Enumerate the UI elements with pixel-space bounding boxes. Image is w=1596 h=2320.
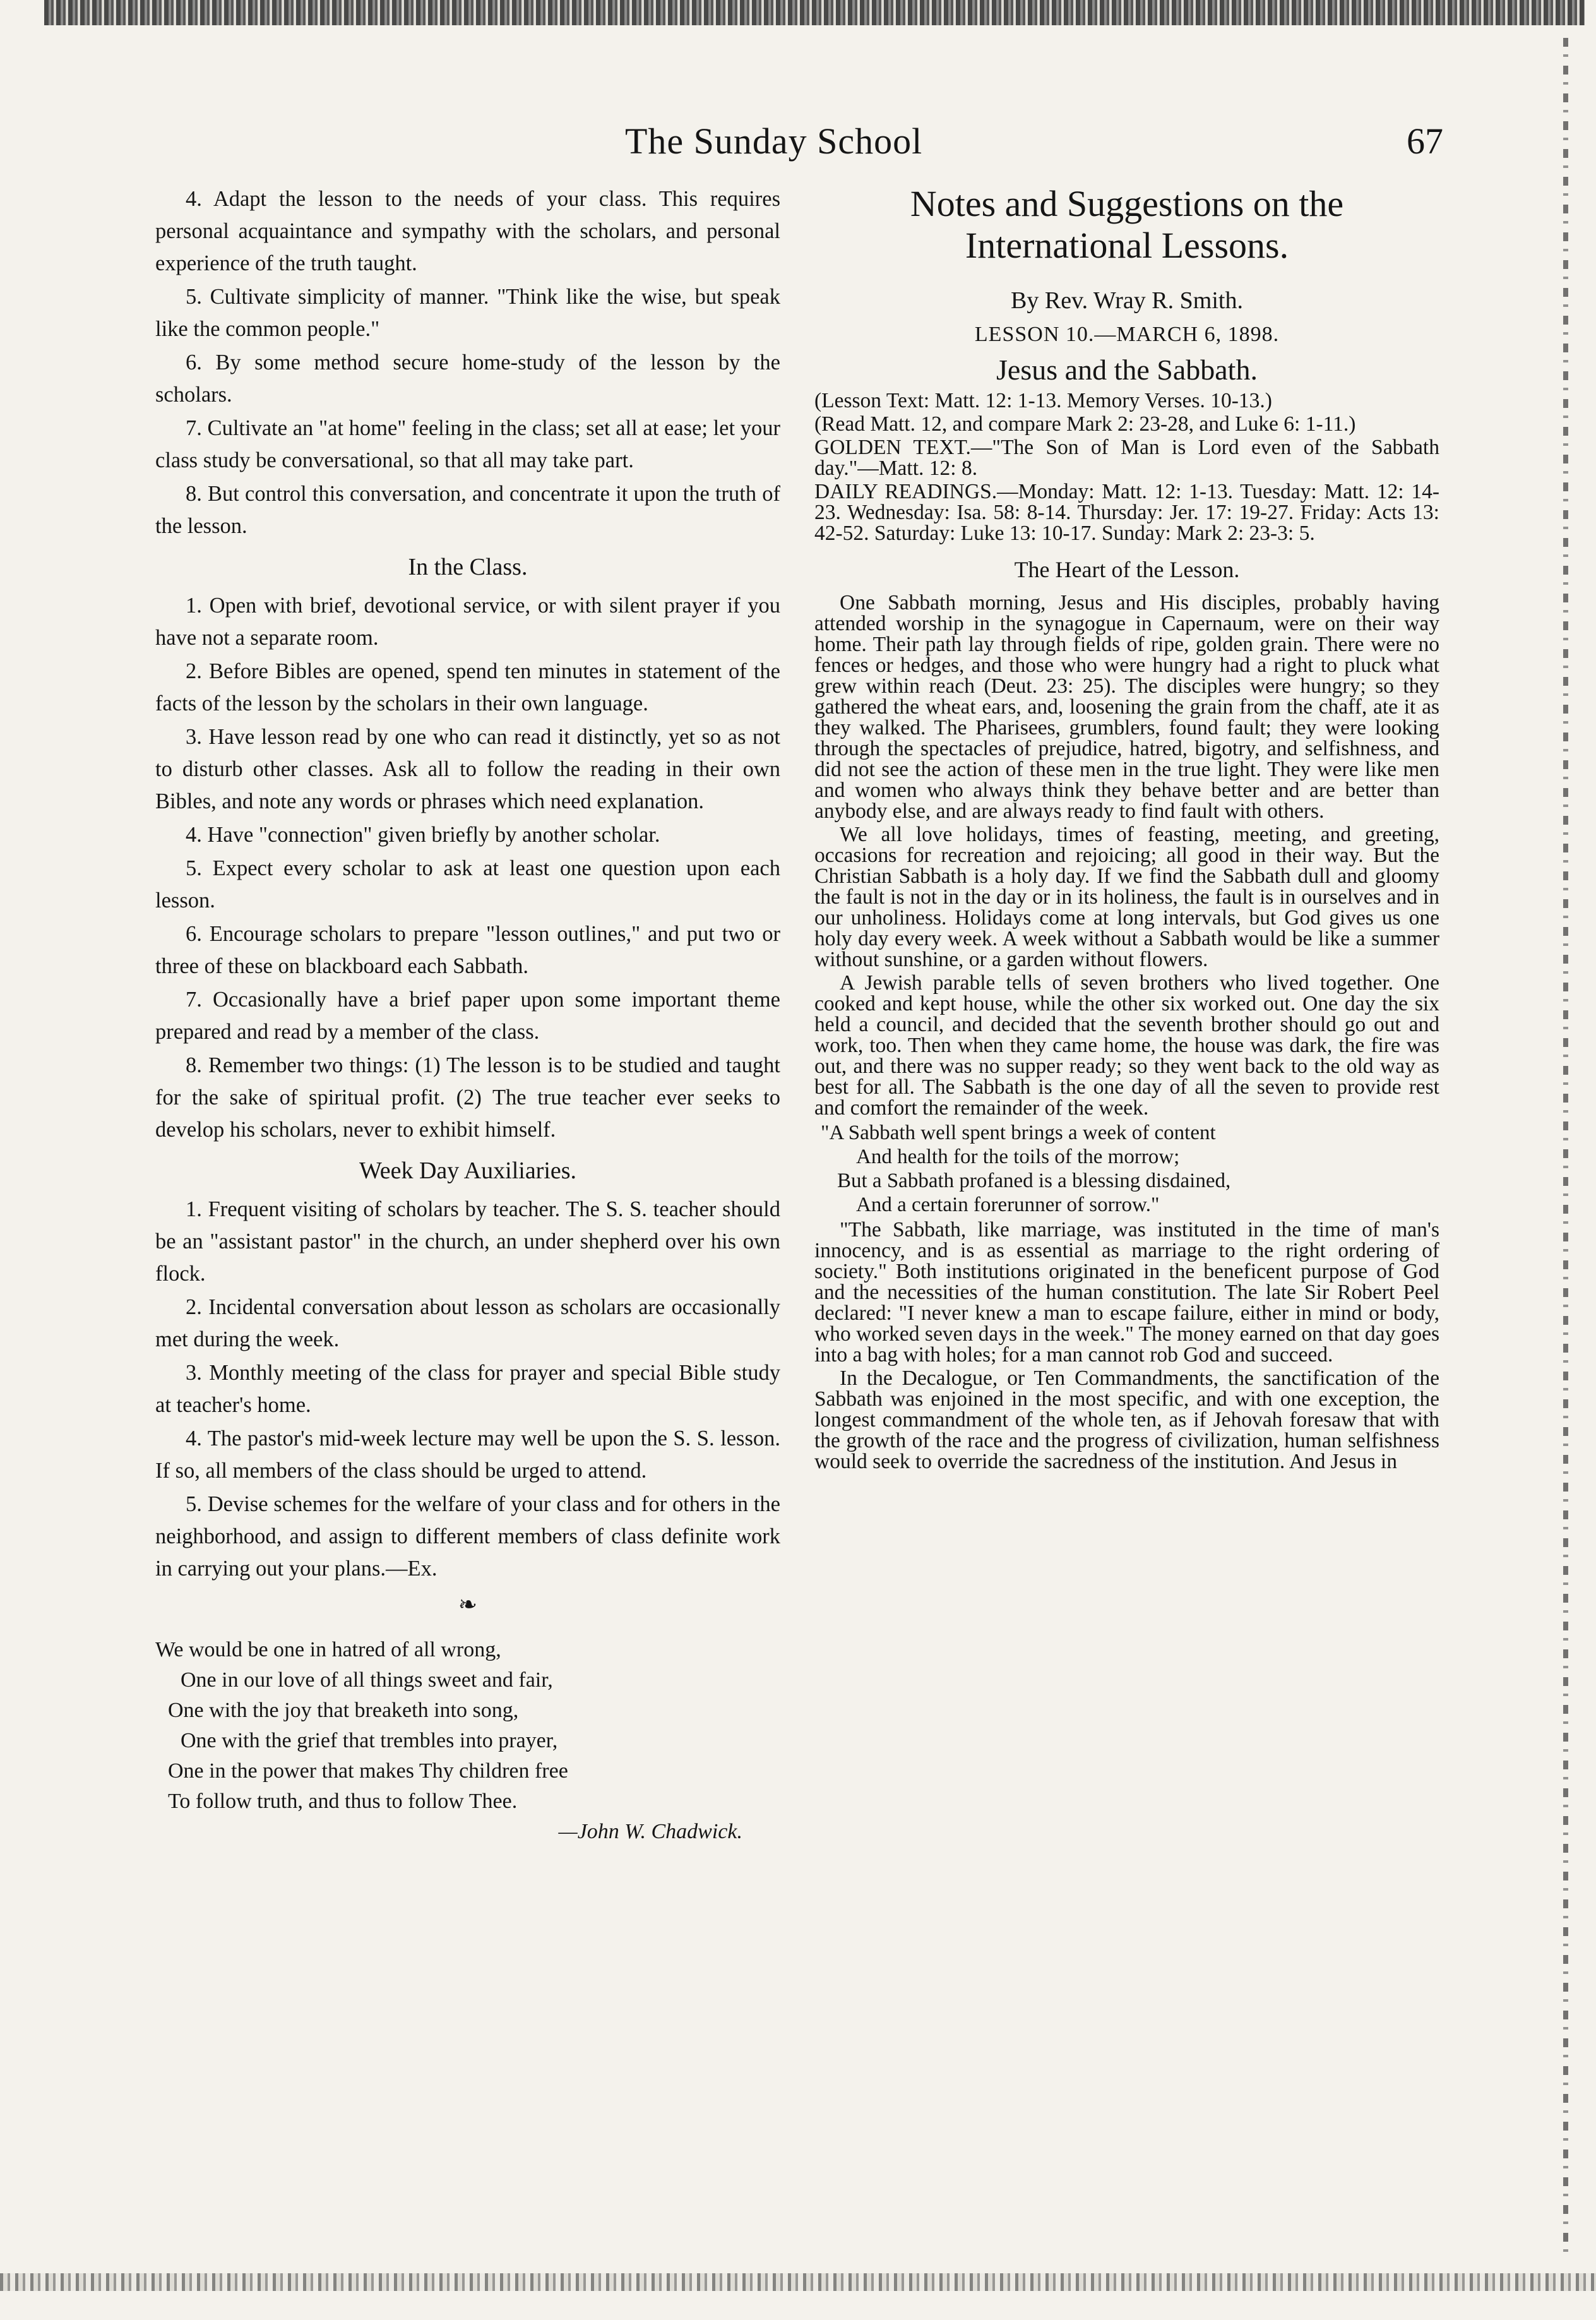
- scan-bottom-edge: [0, 2273, 1596, 2291]
- tip-7: 7. Cultivate an "at home" feeling in the class; set all at ease; let your class study be conversational, so that all may take part.: [155, 416, 780, 472]
- read-note: (Read Matt. 12, and compare Mark 2: 23-28, and Luke 6: 1-11.): [814, 412, 1356, 436]
- class-item-8: 8. Remember two things: (1) The lesson is to be studied and taught for the sake of spiritual profit. (2) The true teacher ever seeks to develop his scholars, never to exhibit himself.: [155, 1053, 780, 1142]
- tip-8: 8. But control this conversation, and concentrate it upon the truth of the lesson.: [155, 482, 780, 538]
- lesson-title: Jesus and the Sabbath.: [996, 354, 1258, 386]
- poem-line: One in our love of all things sweet and fair,: [181, 1668, 553, 1692]
- poem-line: One in the power that makes Thy children free: [168, 1759, 568, 1783]
- body-paragraph: "The Sabbath, like marriage, was instituted in the time of man's innocency, and is as essential as marriage to the right ordering of society." Both institutions originated in the beneficent purpose of God and the necessities of the human constitution. The late Sir Robert Peel declared: "I never knew a man to escape failure, either in mind or body, who worked seven days in the week." The money earned on that day goes into a bag with holes; for a man cannot rob God and succeed.: [814, 1218, 1439, 1366]
- right-column: [814, 183, 1439, 1474]
- body-paragraph: A Jewish parable tells of seven brothers who lived together. One cooked and kept house, while the other six worked out. One day the six held a council, and decided that the seventh brother should go out and work, too. Then when they came home, the house was dark, the fire was out, and there was no supper ready; so they went back to the old way as best for all. The Sabbath is the one day of all the seven to provide rest and comfort the remainder of the week.: [814, 971, 1439, 1120]
- body-paragraph: One Sabbath morning, Jesus and His disciples, probably having attended worship in the synagogue in Capernaum, were on their way home. Their path lay through fields of ripe, golden grain. There were no fences or hedges, and those who were hungry had a right to pluck what grew within reach (Deut. 23: 25). The disciples were hungry; so they gathered the wheat ears, and, loosening the grain from the chaff, ate it as they walked. The Pharisees, grumblers, found fault; they were looking through the spectacles of prejudice, hatred, bigotry, and selfishness, and did not see the action of these men in the true light. They were like men and women who always think they behave better and are better than anybody else, and are always ready to find fault with others.: [814, 591, 1439, 823]
- article-title-line-2: International Lessons.: [965, 225, 1289, 266]
- class-item-2: 2. Before Bibles are opened, spend ten minutes in statement of the facts of the lesson by the scholars in their own language.: [155, 659, 780, 715]
- page-header: [0, 120, 1596, 177]
- tip-4: 4. Adapt the lesson to the needs of your class. This requires personal acquaintance and sympathy with the scholars, and personal experience of the truth taught.: [155, 187, 780, 275]
- poem-line: One with the grief that trembles into prayer,: [181, 1729, 558, 1752]
- ornament-icon: ❧: [458, 1592, 478, 1617]
- poem-line: We would be one in hatred of all wrong,: [155, 1638, 501, 1661]
- daily-readings: DAILY READINGS.—Monday: Matt. 12: 1-13. Tuesday: Matt. 12: 14-23. Wednesday: Isa. 58: 8-14. Thursday: Jer. 17: 19-27. Friday: Acts 13: 42-52. Saturday: Luke 13: 10-17. Sunday: Mark 2: 23-3: 5.: [814, 480, 1439, 545]
- body-paragraph: We all love holidays, times of feasting, meeting, and greeting, occasions for recreation and rejoicing; all good in their way. But the Christian Sabbath is a holy day. If we find the Sabbath dull and gloomy the fault is not in the day or in its holiness, the fault is in ourselves and in our unholiness. Holidays come at long intervals, but God gives us one holy day every week. A week without a Sabbath would be like a summer without sunshine, or a garden without flowers.: [814, 823, 1439, 971]
- class-item-3: 3. Have lesson read by one who can read it distinctly, yet so as not to disturb other classes. Ask all to follow the reading in their own Bibles, and note any words or phrases which need explanation.: [155, 725, 780, 813]
- section-heading-heart-of-lesson: The Heart of the Lesson.: [1014, 557, 1240, 582]
- class-item-5: 5. Expect every scholar to ask at least one question upon each lesson.: [155, 856, 780, 912]
- running-head: The Sunday School: [625, 121, 923, 162]
- auxiliary-item-5: 5. Devise schemes for the welfare of your class and for others in the neighborhood, and assign to different members of class definite work in carrying out your plans.—Ex.: [155, 1492, 780, 1581]
- body-paragraph: In the Decalogue, or Ten Commandments, the sanctification of the Sabbath was enjoined in the most specific, and with one exception, the longest commandment of the whole ten, as if Jehovah foresaw that with the growth of the race and the progress of civilization, human selfishness would seek to override the sacredness of the institution. And Jesus in: [814, 1366, 1439, 1473]
- verse-line: But a Sabbath profaned is a blessing disdained,: [837, 1169, 1231, 1192]
- poem-line: One with the joy that breaketh into song,: [168, 1699, 519, 1722]
- section-heading-week-day-auxiliaries: Week Day Auxiliaries.: [359, 1157, 577, 1184]
- poem-line: To follow truth, and thus to follow Thee.: [168, 1790, 518, 1813]
- tip-6: 6. By some method secure home-study of the lesson by the scholars.: [155, 350, 780, 407]
- class-item-1: 1. Open with brief, devotional service, or with silent prayer if you have not a separate room.: [155, 594, 780, 650]
- auxiliary-item-2: 2. Incidental conversation about lesson as scholars are occasionally met during the week.: [155, 1295, 780, 1351]
- tip-5: 5. Cultivate simplicity of manner. "Think like the wise, but speak like the common people.": [155, 285, 780, 341]
- lesson-text-reference: (Lesson Text: Matt. 12: 1-13. Memory Verses. 10-13.): [814, 389, 1272, 412]
- left-column: [155, 183, 780, 1847]
- article-title-line-1: Notes and Suggestions on the: [910, 183, 1344, 224]
- scan-right-edge: [1563, 38, 1568, 2261]
- verse-line: "A Sabbath well spent brings a week of content: [821, 1121, 1216, 1144]
- class-item-4: 4. Have "connection" given briefly by another scholar.: [186, 823, 660, 847]
- lesson-number: LESSON 10.—MARCH 6, 1898.: [974, 323, 1280, 346]
- article-title: [814, 183, 1439, 266]
- auxiliary-item-1: 1. Frequent visiting of scholars by teacher. The S. S. teacher should be an "assistant pastor" in the church, an under shepherd over his own flock.: [155, 1197, 780, 1286]
- golden-text: GOLDEN TEXT.—"The Son of Man is Lord even of the Sabbath day."—Matt. 12: 8.: [814, 436, 1439, 480]
- section-heading-in-the-class: In the Class.: [408, 554, 528, 580]
- auxiliary-item-4: 4. The pastor's mid-week lecture may well be upon the S. S. lesson. If so, all members of the class should be urged to attend.: [155, 1426, 780, 1483]
- scan-top-edge: [44, 0, 1585, 25]
- poem: [155, 1635, 780, 1847]
- verse-line: And health for the toils of the morrow;: [856, 1145, 1180, 1168]
- verse-quote: [814, 1121, 1439, 1217]
- auxiliary-item-3: 3. Monthly meeting of the class for prayer and special Bible study at teacher's home.: [155, 1361, 780, 1417]
- verse-line: And a certain forerunner of sorrow.": [856, 1193, 1160, 1216]
- class-item-6: 6. Encourage scholars to prepare "lesson outlines," and put two or three of these on blackboard each Sabbath.: [155, 922, 780, 978]
- page-number: 67: [1407, 121, 1443, 162]
- byline: By Rev. Wray R. Smith.: [1011, 287, 1243, 314]
- poem-attribution: —John W. Chadwick.: [558, 1820, 742, 1843]
- class-item-7: 7. Occasionally have a brief paper upon some important theme prepared and read by a member of the class.: [155, 988, 780, 1044]
